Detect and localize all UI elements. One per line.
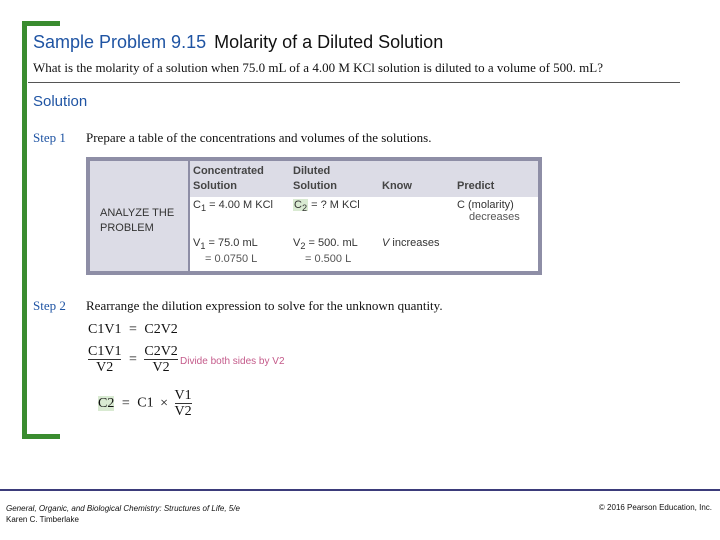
footer-copyright: © 2016 Pearson Education, Inc. [598,503,712,512]
v1-converted: = 0.0750 L [205,253,258,265]
bracket-top [22,21,60,26]
equation-divided: $\frac{C1V1}{V2}$ = $\frac{C2V2}{V2}$ [88,344,178,375]
step2-text: Rearrange the dilution expression to solve for the unknown quantity. [86,298,443,313]
col-predict-header: Predict [457,180,495,192]
bracket-bottom [22,434,60,439]
equation-solved: C2 = C1 × $\frac{V1}{V2}$ [98,388,192,419]
page-title [33,32,443,53]
step1-label: Step 1 [33,130,66,145]
analyze-table [86,157,542,275]
analyze-row-label: ANALYZE THE PROBLEM [100,207,175,234]
problem-number: Sample Problem 9.15 [33,32,207,52]
col-diluted-header: Diluted Solution [293,165,337,192]
col-know-header: Know [382,180,412,192]
predict-value: C (molarity) decreases [457,199,520,223]
step2-label: Step 2 [33,298,66,313]
question-text: What is the molarity of a solution when 75.0 mL of a 4.00 M KCl solution is diluted to a volume of 500. mL? [33,60,604,75]
v2-converted: = 0.500 L [305,253,352,265]
divide-note: Divide both sides by V2 [180,356,285,367]
know-value: V increases [382,237,440,249]
divider [28,82,680,83]
c2-value: $C_2$ = ? M KCl [294,199,360,214]
v1-value: $V_1 = 75.0$ mL [193,237,258,252]
c1-value: $C_1 = 4.00$ M KCl [193,199,273,214]
v2-value: $V_2 = 500$. mL [293,237,358,252]
bracket-left [22,21,27,439]
equation-dilution: C1V1 = C2V2 [88,322,178,337]
solution-heading: Solution [33,93,88,110]
footer-book: General, Organic, and Biological Chemistry: Structures of Life, 5/e Karen C. Timberlake [6,504,240,524]
problem-title: Molarity of a Diluted Solution [214,32,444,52]
step1-text: Prepare a table of the concentrations and volumes of the solutions. [86,130,432,145]
col-concentrated-header: Concentrated Solution [193,165,264,192]
footer-divider [0,489,720,491]
